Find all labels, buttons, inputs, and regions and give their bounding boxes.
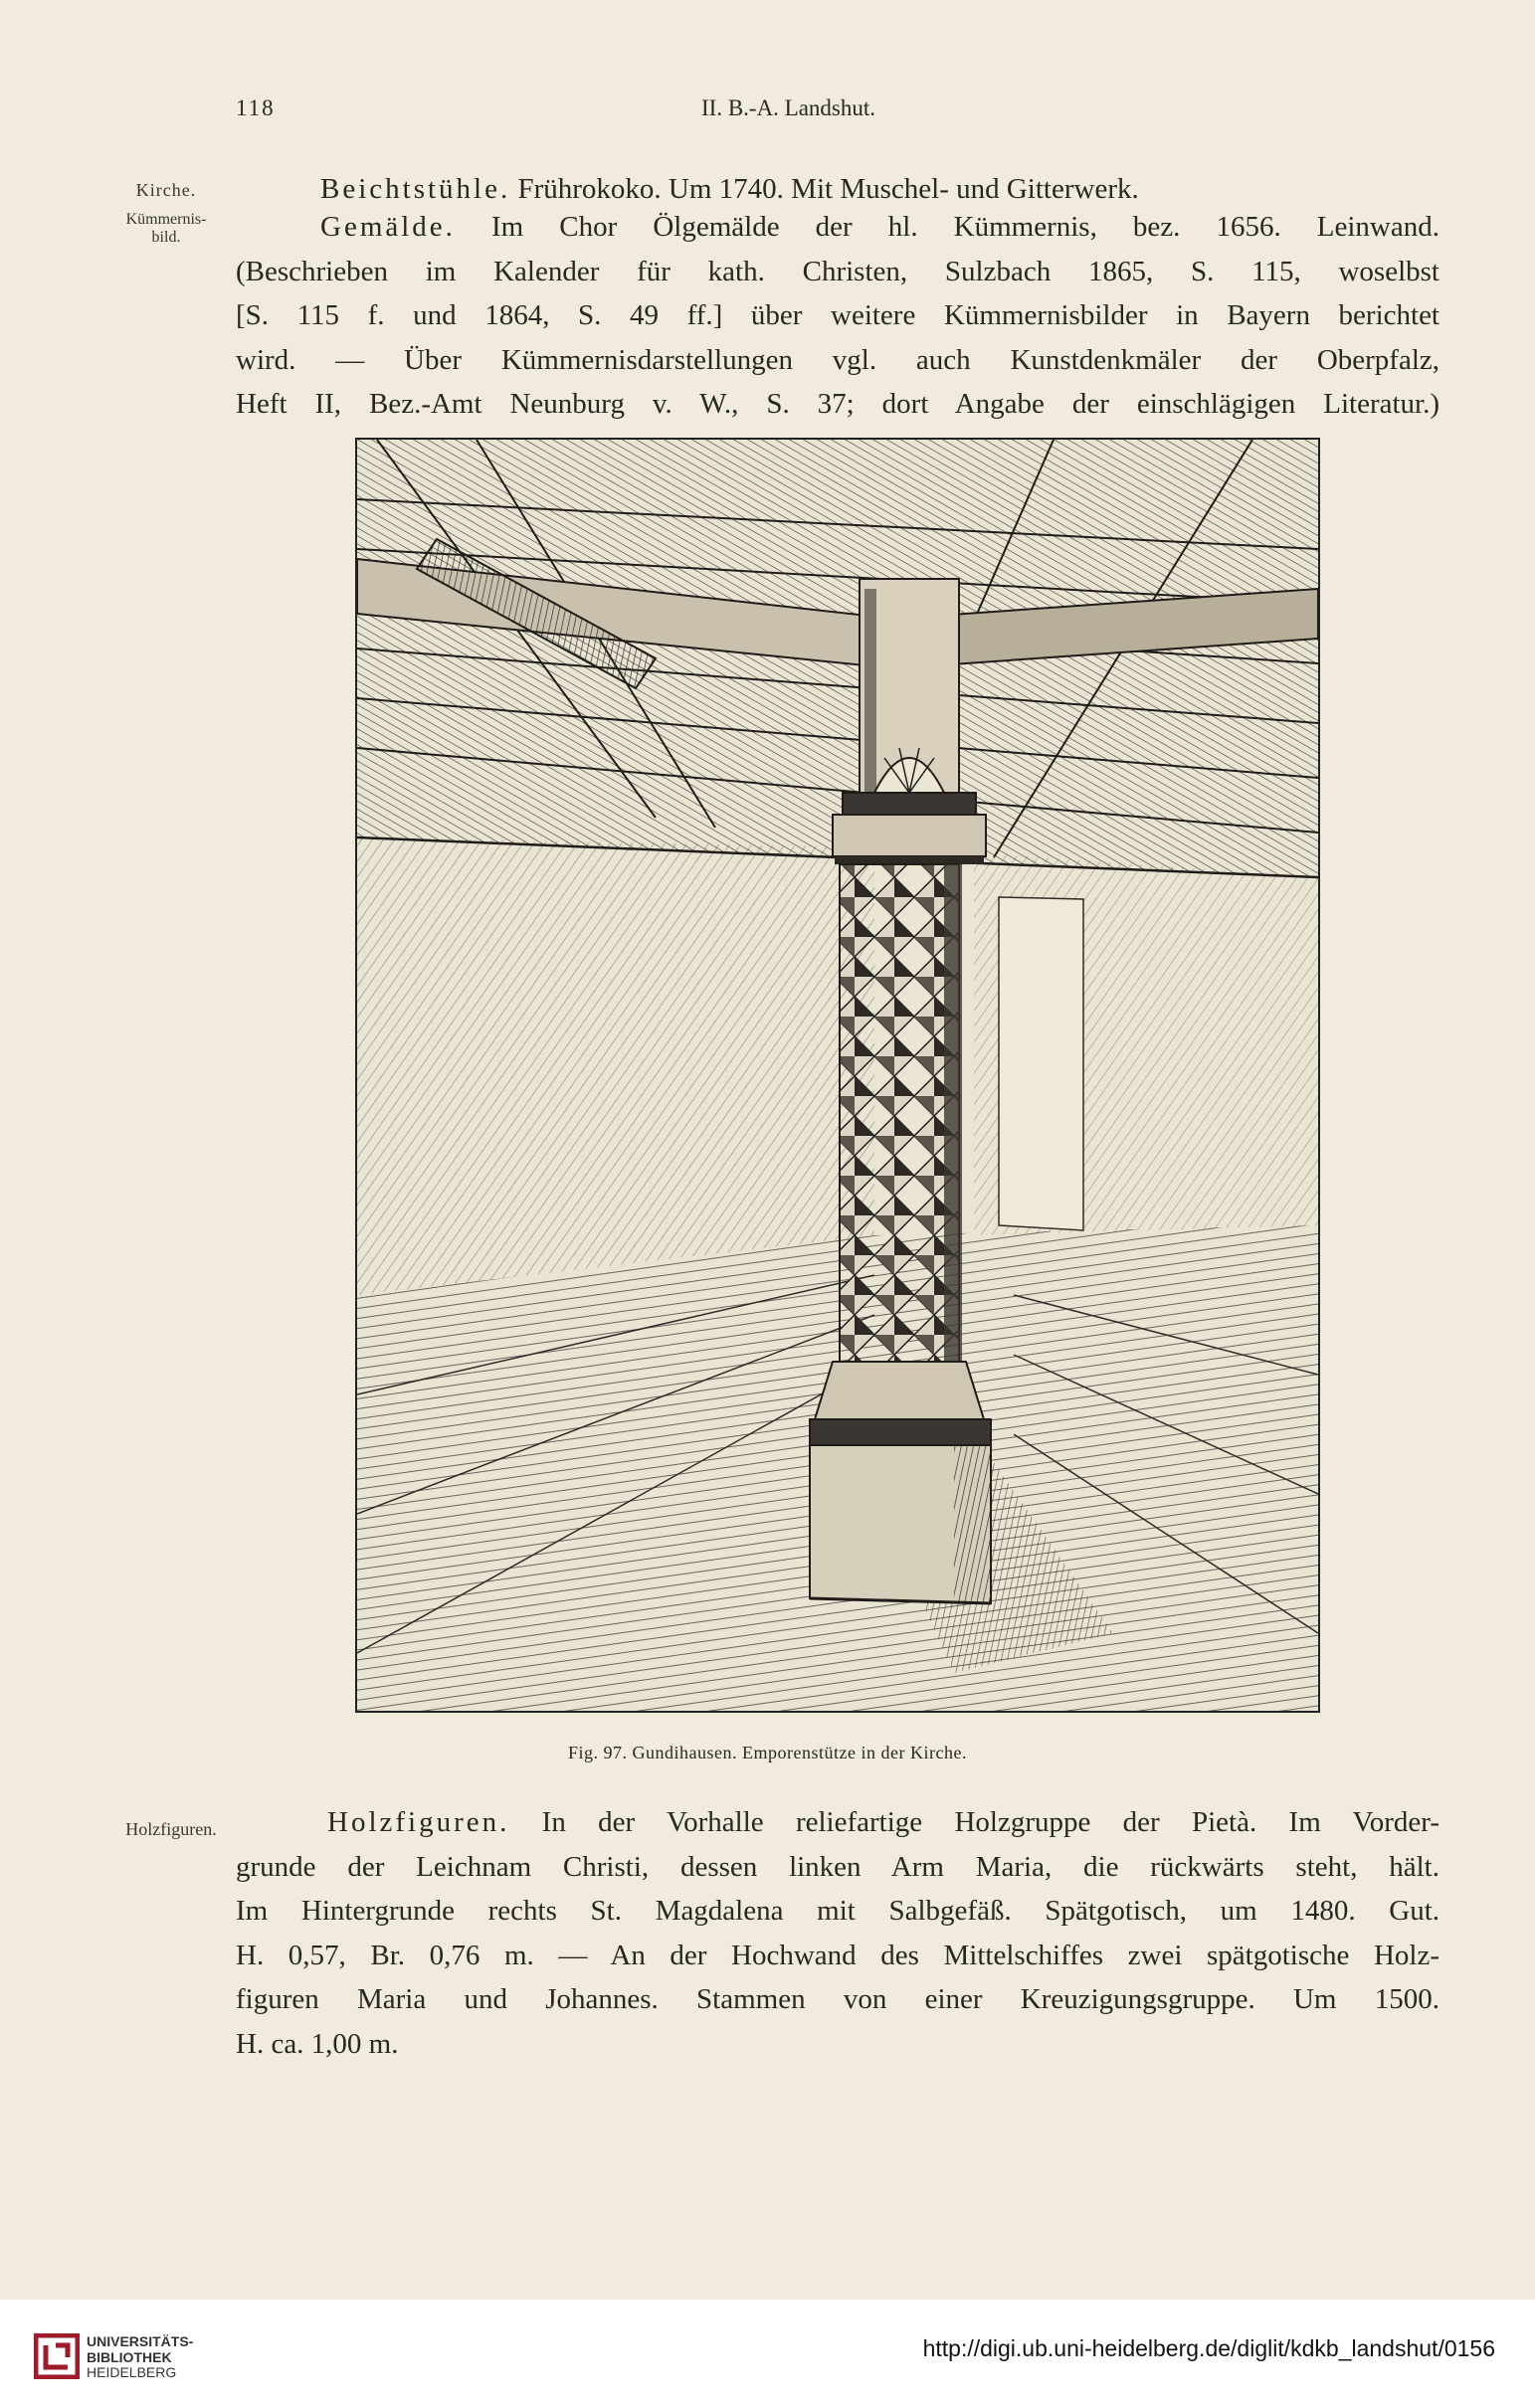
library-name[interactable] [87, 2334, 193, 2381]
text-line: wird. — Über Kümmernisdarstellungen vgl. auch Kunstdenkmäler der Oberpfalz, [236, 343, 1439, 376]
paragraph-holzfiguren [236, 1800, 1439, 2066]
paragraph-gemaelde [236, 205, 1439, 427]
university-library-logo-icon[interactable] [34, 2333, 80, 2379]
section-keyword: Beichtstühle. [320, 173, 511, 205]
text-line: H. 0,57, Br. 0,76 m. — An der Hochwand des Mittelschiffes zwei spätgotische Holz- [236, 1939, 1439, 1971]
text-line: H. ca. 1,00 m. [236, 2027, 399, 2060]
library-footer [0, 2300, 1535, 2408]
text-fragment: Im Chor Ölgemälde der hl. Kümmernis, bez. 1656. Leinwand. [455, 211, 1439, 243]
margin-note-holzfiguren: Holzfiguren. [125, 1819, 217, 1839]
text-line [236, 1800, 1439, 1845]
text-fragment: Frührokoko. Um 1740. Mit Muschel- und Gitterwerk. [510, 173, 1139, 205]
text-line: (Beschrieben im Kalender für kath. Christen, Sulzbach 1865, S. 115, woselbst [236, 255, 1439, 287]
text-line: grunde der Leichnam Christi, dessen linken Arm Maria, die rückwärts steht, hält. [236, 1850, 1439, 1883]
text-fragment: In der Vorhalle reliefartige Holzgruppe der Pietà. Im Vorder- [509, 1806, 1439, 1838]
section-keyword: Holzfiguren. [327, 1806, 510, 1838]
page-number: 118 [236, 95, 276, 120]
margin-note-kuemmernisbild [103, 211, 229, 247]
running-title: II. B.-A. Landshut. [701, 95, 876, 120]
text-line: [S. 115 f. und 1864, S. 49 ff.] über weitere Kümmernisbilder in Bayern berichtet [236, 299, 1439, 331]
margin-note-kirche: Kirche. [135, 180, 197, 200]
margin-note-line: bild. [151, 229, 181, 246]
text-line: figuren Maria und Johannes. Stammen von einer Kreuzigungsgruppe. Um 1500. [236, 1983, 1439, 2015]
text-line [236, 205, 1439, 250]
figure-engraving [355, 438, 1320, 1713]
library-name-line: UNIVERSITÄTS- [87, 2333, 194, 2349]
section-keyword: Gemälde. [320, 211, 456, 243]
illustration-wooden-pillar [357, 440, 1318, 1711]
text-line: Im Hintergrunde rechts St. Magdalena mit Salbgefäß. Spätgotisch, um 1480. Gut. [236, 1895, 1439, 1927]
margin-note-line: Kümmernis- [125, 211, 207, 228]
text-line: Heft II, Bez.-Amt Neunburg v. W., S. 37; dort Angabe der einschlägigen Literatur.) [236, 388, 1439, 420]
library-name-line: HEIDELBERG [87, 2364, 177, 2380]
library-name-line: BIBLIOTHEK [87, 2348, 172, 2365]
figure-caption: Fig. 97. Gundihausen. Emporenstütze in der Kirche. [568, 1743, 967, 1762]
source-url-link[interactable]: http://digi.ub.uni-heidelberg.de/diglit/kdkb_landshut/0156 [922, 2335, 1495, 2361]
